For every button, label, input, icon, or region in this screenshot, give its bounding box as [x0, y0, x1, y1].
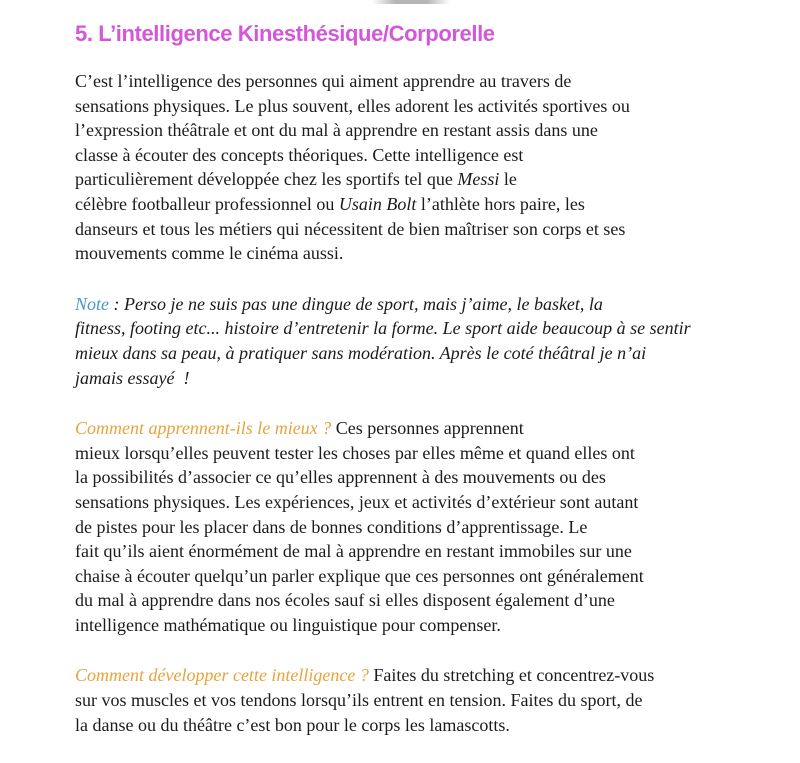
orange-label: Comment apprennent-ils le mieux ?: [75, 418, 336, 439]
text-line: [75, 490, 742, 515]
text-line: [75, 713, 742, 738]
text-segment: fitness, footing etc... histoire d’entretenir la forme. Le sport aide beaucoup à se sentir: [75, 318, 691, 339]
text-line: [75, 143, 742, 168]
section-heading: 5. L’intelligence Kinesthésique/Corporelle: [75, 21, 495, 46]
text-segment: de pistes pour les placer dans de bonnes conditions d’apprentissage. Le: [75, 516, 588, 537]
text-line: [75, 94, 742, 119]
text-segment: particulièrement développée chez les sportifs tel que: [75, 169, 458, 190]
text-segment: mouvements comme le cinéma aussi.: [75, 243, 344, 264]
text-segment: jamais essayé !: [75, 367, 190, 388]
text-line: [75, 465, 742, 490]
text-segment: Usain Bolt: [338, 193, 417, 214]
text-segment: Faites du stretching et concentrez-vous: [373, 665, 655, 686]
text-line: [75, 613, 742, 638]
paragraph-learn-best: [75, 416, 742, 637]
text-line: [75, 416, 742, 441]
text-segment: intelligence mathématique ou linguistique pour compenser.: [75, 614, 501, 635]
text-line: [75, 316, 742, 341]
text-segment: sensations physiques. Le plus souvent, elles adorent les activités sportives ou: [75, 95, 630, 116]
text-line: [75, 118, 742, 143]
text-segment: mieux lorsqu’elles peuvent tester les choses par elles même et quand elles ont: [75, 442, 635, 463]
text-segment: sensations physiques. Les expériences, jeux et activités d’extérieur sont autant: [75, 491, 639, 512]
text-line: [75, 441, 742, 466]
text-line: [75, 292, 742, 317]
text-segment: C’est l’intelligence des personnes qui aiment apprendre au travers de: [75, 71, 572, 91]
paragraph-develop: [75, 663, 742, 737]
text-line: [75, 217, 742, 242]
text-segment: le: [499, 169, 517, 190]
text-segment: Ces personnes apprennent: [335, 418, 524, 439]
text-segment: la possibilités d’associer ce qu’elles apprennent à des mouvements ou des: [75, 467, 606, 488]
text-segment: du mal à apprendre dans nos écoles sauf si elles disposent également d’une: [75, 590, 615, 611]
text-segment: classe à écouter des concepts théoriques. Cette intelligence est: [75, 144, 524, 165]
text-line: [75, 564, 742, 589]
text-line: [75, 366, 742, 391]
text-line: [75, 341, 742, 366]
text-segment: sur vos muscles et vos tendons lorsqu’ils entrent en tension. Faites du sport, de: [75, 690, 643, 711]
text-segment: la danse ou du théâtre c’est bon pour le corps les lamascotts.: [75, 714, 510, 735]
text-line: [75, 69, 742, 94]
orange-label: Comment développer cette intelligence ?: [75, 665, 374, 686]
text-line: [75, 688, 742, 713]
text-line: [75, 167, 742, 192]
text-line: [75, 241, 742, 266]
text-segment: chaise à écouter quelqu’un parler explique que ces personnes ont généralement: [75, 565, 644, 586]
article-body: [75, 69, 742, 737]
text-line: [75, 515, 742, 540]
text-segment: Messi: [457, 169, 500, 190]
scroll-indicator: [372, 0, 450, 4]
text-segment: célèbre footballeur professionnel ou: [75, 193, 339, 214]
text-segment: l’expression théâtrale et ont du mal à apprendre en restant assis dans une: [75, 120, 598, 141]
text-segment: mieux dans sa peau, à pratiquer sans modération. Après le coté théâtral je n’ai: [75, 342, 647, 363]
text-line: [75, 663, 742, 688]
text-line: [75, 539, 742, 564]
text-segment: : Perso je ne suis pas une dingue de sport, mais j’aime, le basket, la: [109, 293, 603, 314]
text-segment: l’athlète hors paire, les: [416, 193, 585, 214]
text-line: [75, 588, 742, 613]
text-segment: fait qu’ils aient énormément de mal à apprendre en restant immobiles sur une: [75, 541, 632, 562]
paragraph-note: [75, 292, 742, 390]
text-line: [75, 192, 742, 217]
note-label: Note: [75, 293, 109, 314]
text-segment: danseurs et tous les métiers qui nécessitent de bien maîtriser son corps et ses: [75, 218, 626, 239]
paragraph-intro: [75, 69, 742, 266]
